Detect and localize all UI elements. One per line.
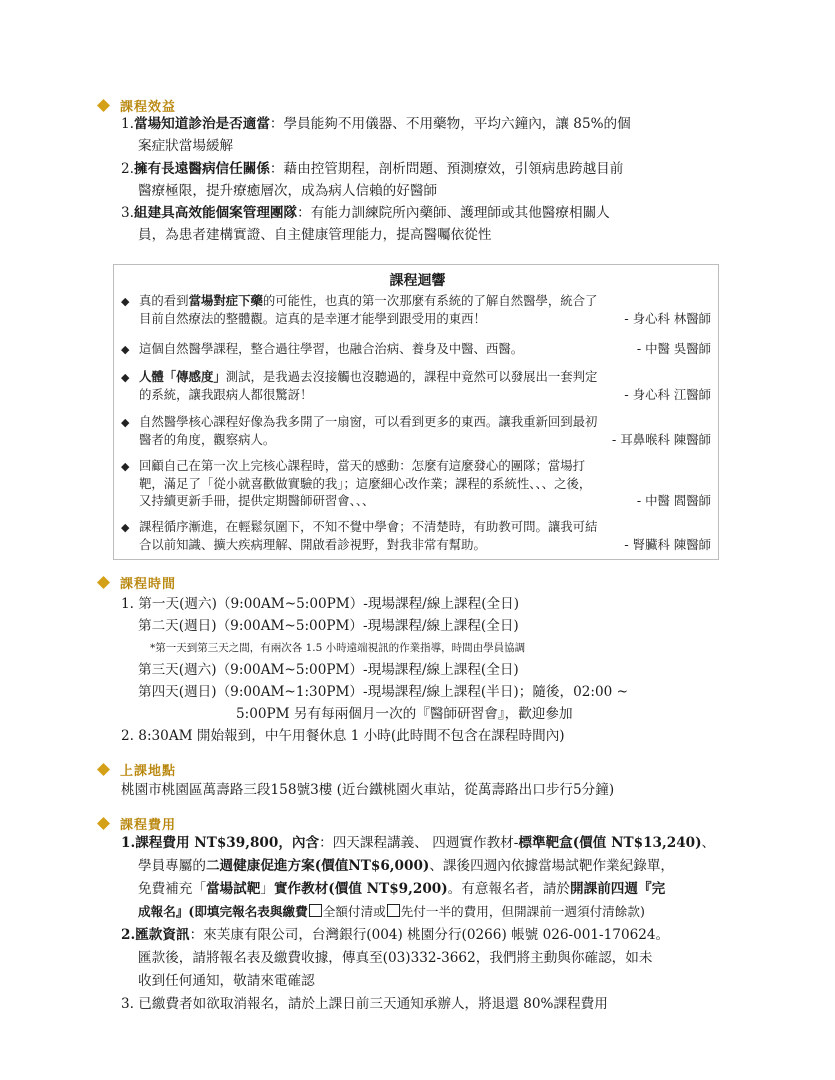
fees-line-6: 匯款後，請將報名表及繳費收據，傳真至(03)332-3662，我們將主動與你確認，如未	[138, 950, 653, 966]
benefit-item-1	[121, 113, 631, 135]
checkbox-full-payment[interactable]	[309, 904, 322, 917]
benefit-item-3-cont: 員，為患者建構實證、自主健康管理能力，提高醫囑依從性	[138, 227, 492, 243]
feedback-line	[121, 413, 711, 431]
fee-text: 、	[701, 835, 716, 851]
fee-emphasis: 實作教材(價值 NT$9,200)	[273, 881, 448, 897]
fee-text: 。有意報名者，請於	[447, 881, 571, 897]
fee-emphasis: 成報名』(即填完報名表與繳費	[138, 904, 308, 919]
fee-text: 先付一半的費用，但開課前一週須付清餘款)	[400, 904, 645, 919]
fee-text: ：來芙康有限公司，台灣銀行(004) 桃園分行(0266) 帳號 026-001-170624。	[189, 927, 670, 943]
section-heading-fees	[97, 814, 176, 833]
feedback-title: 課程迴響	[389, 273, 446, 289]
section-title: 課程費用	[120, 818, 177, 833]
diamond-bullet-icon	[97, 817, 110, 830]
fee-emphasis: 當場試靶	[205, 881, 261, 897]
benefit-text: ：藉由控管期程，剖析問題、預測療效，引領病患跨越目前	[269, 161, 624, 177]
item-number: 2.	[121, 927, 136, 943]
feedback-line	[121, 492, 711, 509]
checkbox-half-payment[interactable]	[387, 904, 400, 917]
fee-emphasis: 匯款資訊	[135, 927, 190, 943]
fee-emphasis: 二週健康促進方案(價值NT$6,000)	[205, 858, 430, 874]
diamond-bullet-icon	[97, 763, 110, 776]
diamond-bullet-icon: ◆	[121, 416, 130, 429]
feedback-item-6	[121, 518, 711, 553]
fees-line-5	[121, 924, 669, 946]
feedback-text: 測試，是我過去沒接觸也沒聽過的，課程中竟然可以發展出一套判定	[225, 369, 598, 384]
fee-text: 、課後四週內依據當場試靶作業紀錄單，	[429, 858, 675, 874]
fee-text: 學員專屬的	[138, 858, 206, 874]
feedback-signature: - 耳鼻喉科 陳醫師	[611, 432, 711, 447]
schedule-note: *第一天到第三天之間，有兩次各 1.5 小時遠端視訊的作業指導，時間由學員協調	[150, 642, 526, 654]
item-number: 3.	[121, 205, 134, 221]
benefit-heading: 當場知道診治是否適當	[133, 116, 270, 132]
section-title: 上課地點	[120, 764, 177, 779]
benefit-heading: 擁有長遠醫病信任關係	[133, 161, 270, 177]
feedback-text: 這個自然醫學課程，整合過往學習，也融合治病、養身及中醫、西醫。	[139, 341, 524, 356]
feedback-item-2	[121, 340, 711, 358]
benefit-text: ：有能力訓練院所內藥師、護理師或其他醫療相關人	[297, 205, 610, 221]
fees-line-3	[138, 878, 665, 900]
feedback-line	[121, 292, 711, 310]
feedback-line	[121, 340, 711, 358]
fee-text: 」	[260, 881, 274, 897]
feedback-signature: - 腎臟科 陳醫師	[624, 537, 711, 552]
feedback-item-4	[121, 413, 711, 448]
schedule-day1: 1. 第一天(週六)（9:00AM~5:00PM）-現場課程/線上課程(全日)	[121, 596, 520, 612]
fees-line-1	[121, 832, 715, 854]
feedback-signature: - 身心科 林醫師	[624, 311, 711, 326]
item-number: 2.	[121, 161, 134, 177]
feedback-emphasis: 人體「傳感度」	[139, 369, 226, 384]
feedback-line	[121, 457, 711, 475]
fee-emphasis: 開課前四週『完	[570, 881, 666, 897]
feedback-line	[121, 386, 711, 403]
fee-text: 全額付清或	[322, 904, 386, 919]
item-number: 1.	[121, 116, 134, 132]
feedback-text: 靶，滿足了「從小就喜歡做實驗的我」；這麼細心改作業；課程的系統性、、、之後，	[139, 476, 592, 491]
fee-text: ：四天課程講義、 四週實作教材-	[319, 835, 519, 851]
feedback-text: 自然醫學核心課程好像為我多開了一扇窗，可以看到更多的東西。讓我重新回到最初	[139, 414, 598, 429]
diamond-bullet-icon: ◆	[121, 343, 130, 356]
feedback-text: 的系統，讓我跟病人都很驚訝！	[139, 387, 313, 402]
schedule-day2: 第二天(週日)（9:00AM~5:00PM）-現場課程/線上課程(全日)	[138, 618, 519, 634]
section-heading-location	[97, 760, 176, 779]
feedback-line	[121, 536, 711, 553]
feedback-text: 回顧自己在第一次上完核心課程時，當天的感動：怎麼有這麼發心的團隊；當場打	[139, 458, 586, 473]
fees-line-4	[138, 901, 645, 923]
diamond-bullet-icon	[97, 99, 110, 112]
benefit-heading: 組建具高效能個案管理團隊	[133, 205, 298, 221]
feedback-text: 的可能性，也真的第一次那麼有系統的了解自然醫學，統合了	[262, 293, 598, 308]
feedback-line	[121, 475, 711, 492]
feedback-signature: - 中醫 吳醫師	[636, 341, 711, 356]
feedback-signature: - 身心科 江醫師	[624, 387, 711, 402]
feedback-text: 課程循序漸進，在輕鬆氛圍下，不知不覺中學會；不清楚時，有助教可問。讓我可結	[139, 519, 598, 534]
feedback-text: 合以前知識、擴大疾病理解、開啟看診視野，對我非常有幫助。	[139, 537, 486, 552]
feedback-text: 又持續更新手冊，提供定期醫師研習會、、、	[139, 493, 375, 508]
feedback-line	[121, 431, 711, 448]
feedback-item-1	[121, 292, 711, 327]
feedback-text: 醫者的角度，觀察病人。	[139, 432, 276, 447]
section-title: 課程效益	[120, 100, 177, 115]
feedback-emphasis: 當場對症下藥	[188, 293, 263, 308]
fee-text: 免費補充「	[138, 881, 206, 897]
fees-line-2	[138, 855, 674, 877]
section-title: 課程時間	[120, 577, 177, 592]
benefit-item-2-cont: 醫療極限，提升療癒層次，成為病人信賴的好醫師	[138, 183, 438, 199]
schedule-day3: 第三天(週六)（9:00AM~5:00PM）-現場課程/線上課程(全日)	[138, 662, 519, 678]
feedback-line	[121, 310, 711, 327]
feedback-line	[121, 368, 711, 386]
diamond-bullet-icon: ◆	[121, 460, 130, 473]
benefit-item-2	[121, 158, 623, 180]
feedback-text: 真的看到	[139, 293, 189, 308]
fee-price: 課程費用 NT$39,800，內含	[135, 835, 320, 851]
diamond-bullet-icon: ◆	[121, 295, 130, 308]
benefit-item-1-cont: 案症狀當場緩解	[138, 138, 234, 154]
feedback-item-3	[121, 368, 711, 403]
feedback-signature: - 中醫 閻醫師	[636, 493, 711, 508]
schedule-item-2: 2. 8:30AM 開始報到，中午用餐休息 1 小時(此時間不包含在課程時間內)	[121, 728, 565, 744]
location-address: 桃園市桃園區萬壽路三段158號3樓 (近台鐵桃園火車站，從萬壽路出口步行5分鐘)	[121, 782, 615, 798]
fees-line-7: 收到任何通知，敬請來電確認	[138, 973, 315, 989]
item-number: 1.	[121, 835, 136, 851]
diamond-bullet-icon: ◆	[121, 371, 130, 384]
benefit-item-3	[121, 202, 610, 224]
section-heading-schedule	[97, 573, 176, 592]
schedule-day4: 第四天(週日)（9:00AM~1:30PM）-現場課程/線上課程(半日)；隨後，02:00 ~	[138, 684, 628, 700]
schedule-day4-cont: 5:00PM 另有每兩個月一次的『醫師研習會』，歡迎參加	[236, 706, 573, 722]
diamond-bullet-icon	[97, 576, 110, 589]
diamond-bullet-icon: ◆	[121, 521, 130, 534]
fees-line-8: 3. 已繳費者如欲取消報名，請於上課日前三天通知承辦人，將退還 80%課程費用	[121, 996, 608, 1012]
feedback-text: 目前自然療法的整體觀。這真的是幸運才能學到跟受用的東西！	[139, 311, 486, 326]
fee-emphasis: 標準靶盒(價值 NT$13,240)	[518, 835, 702, 851]
feedback-item-5	[121, 457, 711, 509]
feedback-line	[121, 518, 711, 536]
benefit-text: ：學員能夠不用儀器、不用藥物，平均六鐘內，讓 85%的個	[269, 116, 631, 132]
